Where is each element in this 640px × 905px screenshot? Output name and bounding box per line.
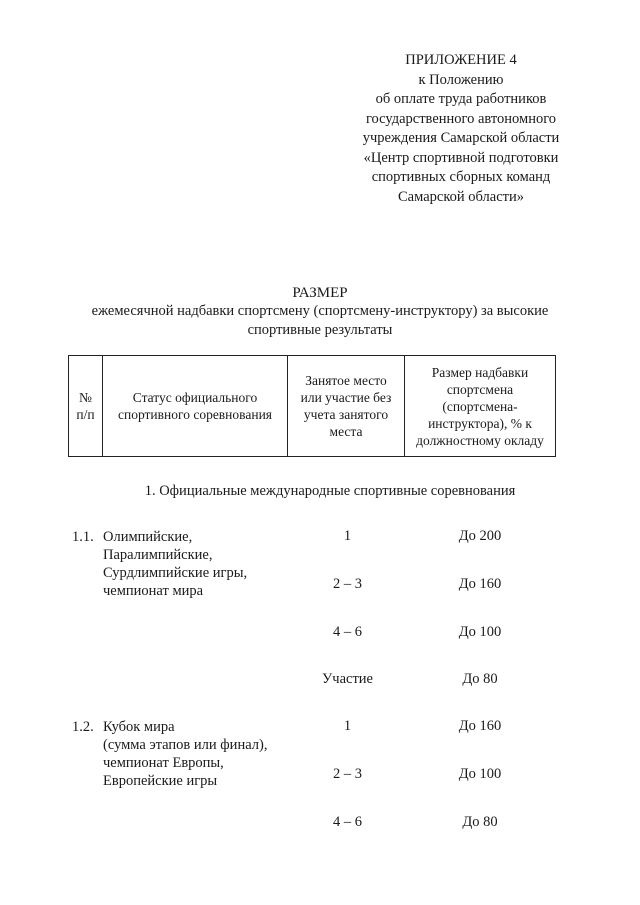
- row-number: 1.1.: [72, 529, 94, 545]
- appendix-block: [336, 51, 586, 207]
- row-number: 1.2.: [72, 719, 94, 735]
- amount-cell: До 80: [462, 814, 498, 830]
- status-line: чемпионат мира: [103, 583, 204, 599]
- appendix-line: учреждения Самарской области: [362, 130, 560, 146]
- header-place: [288, 356, 405, 457]
- header-text: п/п: [76, 407, 95, 422]
- document-subtitle: [60, 302, 580, 340]
- row-status: [103, 528, 247, 600]
- appendix-line: «Центр спортивной подготовки: [363, 149, 559, 166]
- appendix-line: государственного автономного: [365, 110, 557, 127]
- appendix-line: к Положению: [418, 71, 504, 88]
- status-line: Олимпийские,: [103, 529, 193, 545]
- status-line: Паралимпийские,: [103, 547, 213, 563]
- place-cell: 4 – 6: [333, 624, 362, 640]
- table-header: [68, 355, 556, 457]
- amount-cell: До 80: [462, 671, 498, 687]
- header-text: Размер надбавки: [431, 364, 529, 380]
- header-text: спортсмена: [446, 381, 514, 397]
- header-text: спортивного соревнования: [117, 407, 273, 422]
- status-line: Сурдлимпийские игры,: [103, 565, 248, 581]
- amount-cell: До 160: [458, 576, 502, 592]
- appendix-line: об оплате труда работников: [375, 91, 547, 107]
- header-text: (спортсмена-: [442, 398, 518, 414]
- subtitle-line: спортивные результаты: [247, 322, 393, 338]
- header-amount: [405, 356, 556, 457]
- row-status: [103, 718, 267, 790]
- place-cell: 2 – 3: [333, 766, 362, 782]
- header-text: места: [329, 424, 363, 439]
- place-cell: 1: [343, 718, 352, 734]
- status-line: чемпионат Европы,: [103, 755, 224, 771]
- header-text: Статус официального: [132, 390, 258, 405]
- header-text: инструктора), % к: [428, 415, 532, 431]
- header-text: должностному окладу: [416, 432, 544, 448]
- place-cell: 1: [343, 528, 352, 544]
- subtitle-line: ежемесячной надбавки спортсмену (спортсмену-инструктору) за высокие: [91, 303, 549, 319]
- appendix-line: Самарской области»: [398, 188, 524, 205]
- header-text: №: [79, 390, 92, 405]
- header-num: [69, 356, 103, 457]
- amount-cell: До 100: [458, 624, 502, 640]
- header-text: Занятое место: [305, 373, 387, 388]
- header-text: или участие без: [300, 390, 392, 405]
- status-line: (сумма этапов или финал),: [103, 737, 268, 753]
- header-status: [103, 356, 288, 457]
- place-cell: Участие: [322, 671, 373, 687]
- document-title: РАЗМЕР: [292, 285, 348, 301]
- appendix-line: спортивных сборных команд: [371, 169, 551, 185]
- header-text: учета занятого: [303, 407, 389, 422]
- place-cell: 4 – 6: [333, 814, 362, 830]
- amount-cell: До 160: [458, 718, 502, 734]
- status-line: Кубок мира: [103, 719, 175, 735]
- appendix-line: ПРИЛОЖЕНИЕ 4: [405, 52, 517, 68]
- amount-cell: До 200: [458, 528, 502, 544]
- place-cell: 2 – 3: [333, 576, 362, 592]
- status-line: Европейские игры: [103, 773, 218, 789]
- section-heading: 1. Официальные международные спортивные соревнования: [144, 483, 516, 499]
- amount-cell: До 100: [458, 766, 502, 782]
